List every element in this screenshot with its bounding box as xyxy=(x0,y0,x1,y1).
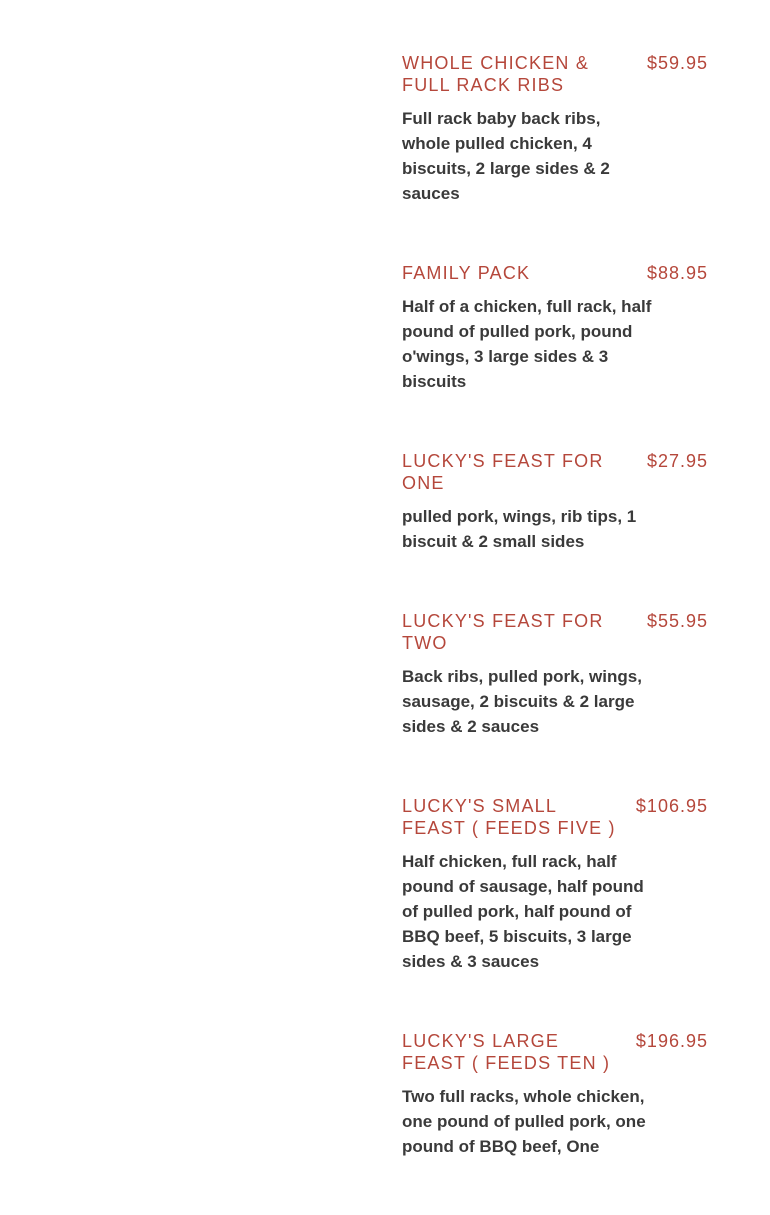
menu-item-header xyxy=(402,610,708,654)
menu-item[interactable] xyxy=(402,1030,708,1159)
menu-item-price: $196.95 xyxy=(635,1031,708,1051)
menu-item-name: WHOLE CHICKEN & FULL RACK RIBS xyxy=(402,53,590,95)
menu-item-price: $27.95 xyxy=(646,451,708,471)
menu-item-price: $88.95 xyxy=(646,263,708,283)
menu-item-description: Full rack baby back ribs, whole pulled chicken, 4 biscuits, 2 large sides & 2 sauces xyxy=(402,109,610,203)
menu-item-header xyxy=(402,52,708,96)
menu-item-name: FAMILY PACK xyxy=(402,263,531,283)
menu-item-name: LUCKY'S SMALL FEAST ( FEEDS FIVE ) xyxy=(402,796,616,838)
menu-item-header xyxy=(402,262,708,284)
menu-item-description: Back ribs, pulled pork, wings, sausage, 2 biscuits & 2 large sides & 2 sauces xyxy=(402,667,642,736)
menu-item[interactable] xyxy=(402,52,708,206)
menu-item[interactable] xyxy=(402,795,708,974)
menu-item-name: LUCKY'S FEAST FOR ONE xyxy=(402,451,604,493)
menu-item-price: $106.95 xyxy=(635,796,708,816)
menu-item-header xyxy=(402,450,708,494)
menu-item-name: LUCKY'S FEAST FOR TWO xyxy=(402,611,604,653)
menu-item-price: $59.95 xyxy=(646,53,708,73)
menu-item[interactable] xyxy=(402,262,708,394)
menu-item-description: pulled pork, wings, rib tips, 1 biscuit & 2 small sides xyxy=(402,507,637,551)
menu-item-price: $55.95 xyxy=(646,611,708,631)
menu-list xyxy=(402,52,708,1215)
menu-item-description: Half of a chicken, full rack, half pound of pulled pork, pound o'wings, 3 large sides & 3 biscuits xyxy=(402,297,652,391)
menu-item-description: Two full racks, whole chicken, one pound of pulled pork, one pound of BBQ beef, One xyxy=(402,1087,646,1156)
menu-item-header xyxy=(402,1030,708,1074)
menu-item-description: Half chicken, full rack, half pound of sausage, half pound of pulled pork, half pound of BBQ beef, 5 biscuits, 3 large sides & 3 sauces xyxy=(402,852,644,971)
menu-item[interactable] xyxy=(402,610,708,739)
menu-item[interactable] xyxy=(402,450,708,554)
menu-item-header xyxy=(402,795,708,839)
menu-item-name: LUCKY'S LARGE FEAST ( FEEDS TEN ) xyxy=(402,1031,611,1073)
